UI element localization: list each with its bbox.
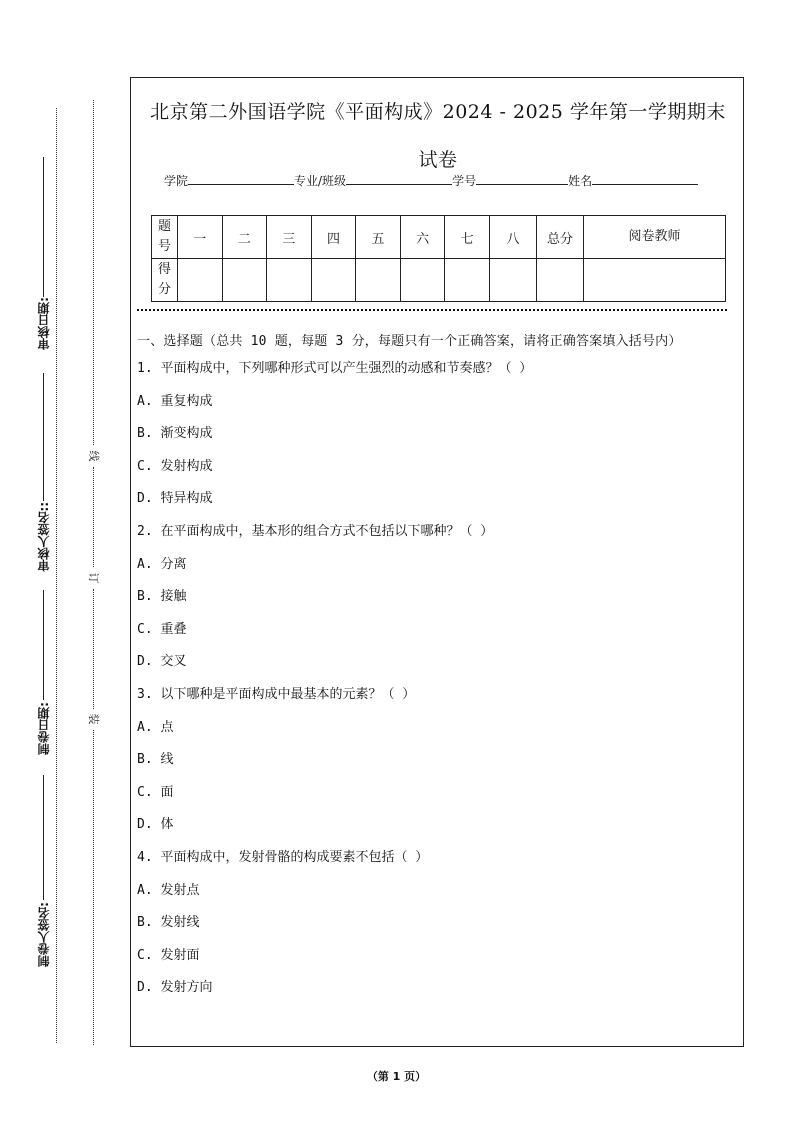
column-header: 一 bbox=[178, 216, 223, 259]
column-header: 七 bbox=[445, 216, 490, 259]
option-item: B. 接触 bbox=[137, 589, 187, 605]
student-id-field[interactable] bbox=[476, 172, 568, 185]
name-label: 姓名 bbox=[568, 174, 593, 188]
option-item: C. 发射构成 bbox=[137, 458, 213, 474]
column-header: 五 bbox=[356, 216, 401, 259]
title-line-1: 北京第二外国语学院《平面构成》2024 - 2025 学年第一学期期末 bbox=[150, 101, 726, 123]
binding-char-line: 线 bbox=[87, 450, 100, 462]
exam-frame bbox=[130, 77, 744, 1047]
option-item: A. 发射点 bbox=[137, 882, 200, 898]
score-cell[interactable] bbox=[400, 259, 445, 302]
column-header: 二 bbox=[222, 216, 267, 259]
option-item: D. 体 bbox=[137, 817, 174, 833]
binding-line-segment bbox=[93, 467, 94, 567]
score-cell[interactable] bbox=[445, 259, 490, 302]
page-number: （第 1 页） bbox=[366, 1070, 427, 1083]
option-item: D. 特异构成 bbox=[137, 491, 213, 507]
column-header: 四 bbox=[311, 216, 356, 259]
maker-date-line bbox=[43, 590, 44, 700]
column-header: 六 bbox=[400, 216, 445, 259]
major-class-field[interactable] bbox=[346, 172, 452, 185]
grader-cell[interactable] bbox=[584, 259, 726, 302]
score-cell[interactable] bbox=[311, 259, 356, 302]
score-cell[interactable] bbox=[222, 259, 267, 302]
section-multiple-choice bbox=[137, 331, 737, 1010]
binding-line-segment bbox=[93, 730, 94, 1045]
binding-line-segment bbox=[93, 589, 94, 709]
total-score-header: 总分 bbox=[537, 216, 584, 259]
option-item: C. 发射面 bbox=[137, 947, 200, 963]
score-cell[interactable] bbox=[490, 259, 537, 302]
option-item: A. 重复构成 bbox=[137, 393, 213, 409]
cut-dotted-line bbox=[56, 108, 57, 1043]
score-cell[interactable] bbox=[267, 259, 312, 302]
major-class-label: 专业/班级 bbox=[294, 174, 347, 188]
college-field[interactable] bbox=[188, 172, 294, 185]
student-id-label: 学号 bbox=[452, 174, 477, 188]
title-line-2: 试卷 bbox=[418, 149, 458, 171]
score-label: 得分 bbox=[152, 259, 178, 302]
reviewer-date-label: 审核日期: bbox=[37, 297, 51, 350]
binding-char-order: 订 bbox=[87, 572, 100, 584]
maker-sign-line bbox=[43, 775, 44, 900]
student-info bbox=[164, 172, 724, 189]
exam-title bbox=[131, 88, 745, 184]
option-item: C. 面 bbox=[137, 784, 174, 800]
total-score-cell[interactable] bbox=[537, 259, 584, 302]
reviewer-sign-line bbox=[43, 373, 44, 501]
question-text: 1. 平面构成中，下列哪种形式可以产生强烈的动感和节奏感？（ ） bbox=[137, 361, 533, 376]
score-cell[interactable] bbox=[356, 259, 401, 302]
option-item: D. 交叉 bbox=[137, 654, 187, 670]
option-item: A. 点 bbox=[137, 719, 174, 735]
question-number-label: 题号 bbox=[152, 216, 178, 259]
score-table-score-row bbox=[152, 259, 726, 302]
column-header: 三 bbox=[267, 216, 312, 259]
binding-line-segment bbox=[93, 100, 94, 445]
option-item: B. 渐变构成 bbox=[137, 426, 213, 442]
grader-header: 阅卷教师 bbox=[584, 216, 726, 259]
option-item: A. 分离 bbox=[137, 556, 187, 572]
option-item: B. 发射线 bbox=[137, 915, 200, 931]
maker-sign-label: 制卷人签名: bbox=[37, 902, 51, 967]
option-item: C. 重叠 bbox=[137, 621, 187, 637]
maker-date-label: 制卷日期: bbox=[37, 702, 51, 755]
score-cell[interactable] bbox=[178, 259, 223, 302]
column-header: 八 bbox=[490, 216, 537, 259]
binding-margin bbox=[0, 0, 130, 1122]
dotted-separator bbox=[137, 309, 727, 311]
question-text: 3. 以下哪种是平面构成中最基本的元素？（ ） bbox=[137, 686, 416, 702]
section-heading: 一、选择题（总共 10 题，每题 3 分，每题只有一个正确答案，请将正确答案填入括号内） bbox=[137, 334, 682, 349]
reviewer-sign-label: 审核人签名:: bbox=[37, 502, 51, 572]
question-text: 2. 在平面构成中，基本形的组合方式不包括以下哪种？（ ） bbox=[137, 523, 494, 539]
question-text: 4. 平面构成中，发射骨骼的构成要素不包括（ ） bbox=[137, 849, 429, 865]
score-table-header-row bbox=[152, 216, 726, 259]
reviewer-date-line bbox=[43, 157, 44, 297]
option-item: B. 线 bbox=[137, 752, 174, 768]
binding-char-bind: 装 bbox=[87, 713, 100, 725]
score-table bbox=[151, 215, 726, 302]
name-field[interactable] bbox=[592, 172, 698, 185]
college-label: 学院 bbox=[164, 174, 189, 188]
option-item: D. 发射方向 bbox=[137, 980, 213, 996]
